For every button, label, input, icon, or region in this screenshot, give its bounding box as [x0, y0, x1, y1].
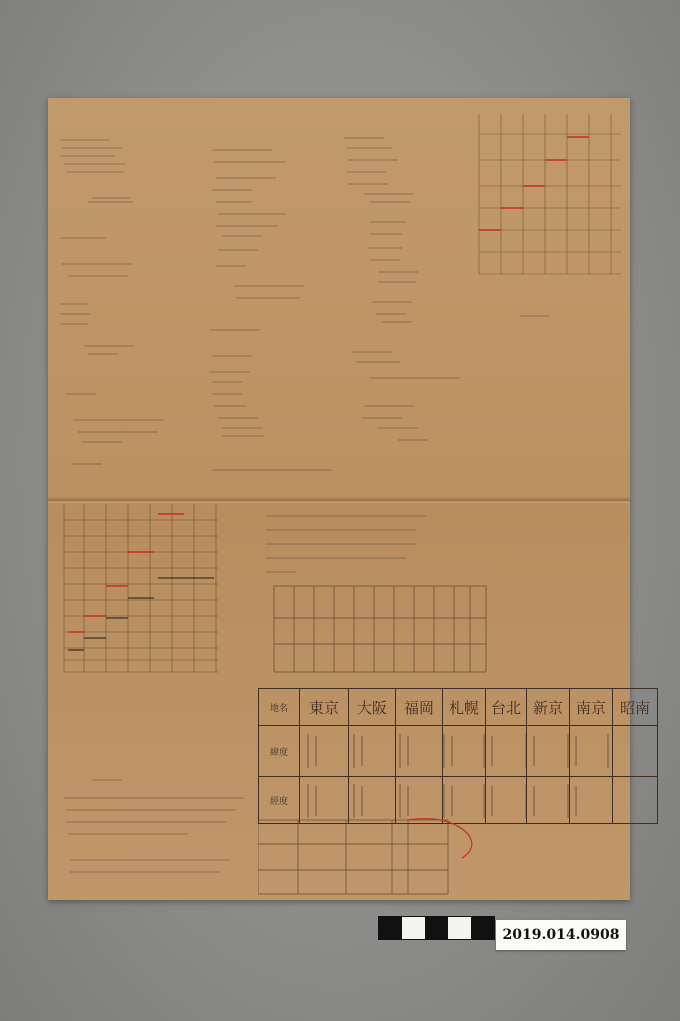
- table-pencil-entries: [258, 724, 620, 900]
- scale-segment: [425, 917, 448, 939]
- table-header-city: 台北: [486, 689, 527, 726]
- table-header-label: 地名: [259, 689, 300, 726]
- middle-note-scribbles: [262, 506, 492, 586]
- accession-number-label: 2019.014.0908: [496, 920, 626, 950]
- lower-step-graph: [54, 500, 224, 700]
- lower-note-scribbles: [56, 760, 256, 890]
- table-row-label: 緯度: [259, 726, 300, 777]
- color-scale-bar: [378, 916, 495, 940]
- scale-segment: [448, 917, 471, 939]
- table-row-label: 經度: [259, 777, 300, 824]
- table-header-city: 新京: [527, 689, 570, 726]
- table-header-city: 大阪: [349, 689, 396, 726]
- table-header-city: 昭南: [613, 689, 658, 726]
- scale-segment: [379, 917, 402, 939]
- table-header-city: 福岡: [396, 689, 443, 726]
- upper-step-graph: [461, 104, 631, 284]
- scale-segment: [402, 917, 425, 939]
- scale-segment: [471, 917, 494, 939]
- table-header-city: 南京: [570, 689, 613, 726]
- table-header-city: 東京: [300, 689, 349, 726]
- small-pencil-table: [272, 584, 492, 676]
- table-header-city: 札幌: [443, 689, 486, 726]
